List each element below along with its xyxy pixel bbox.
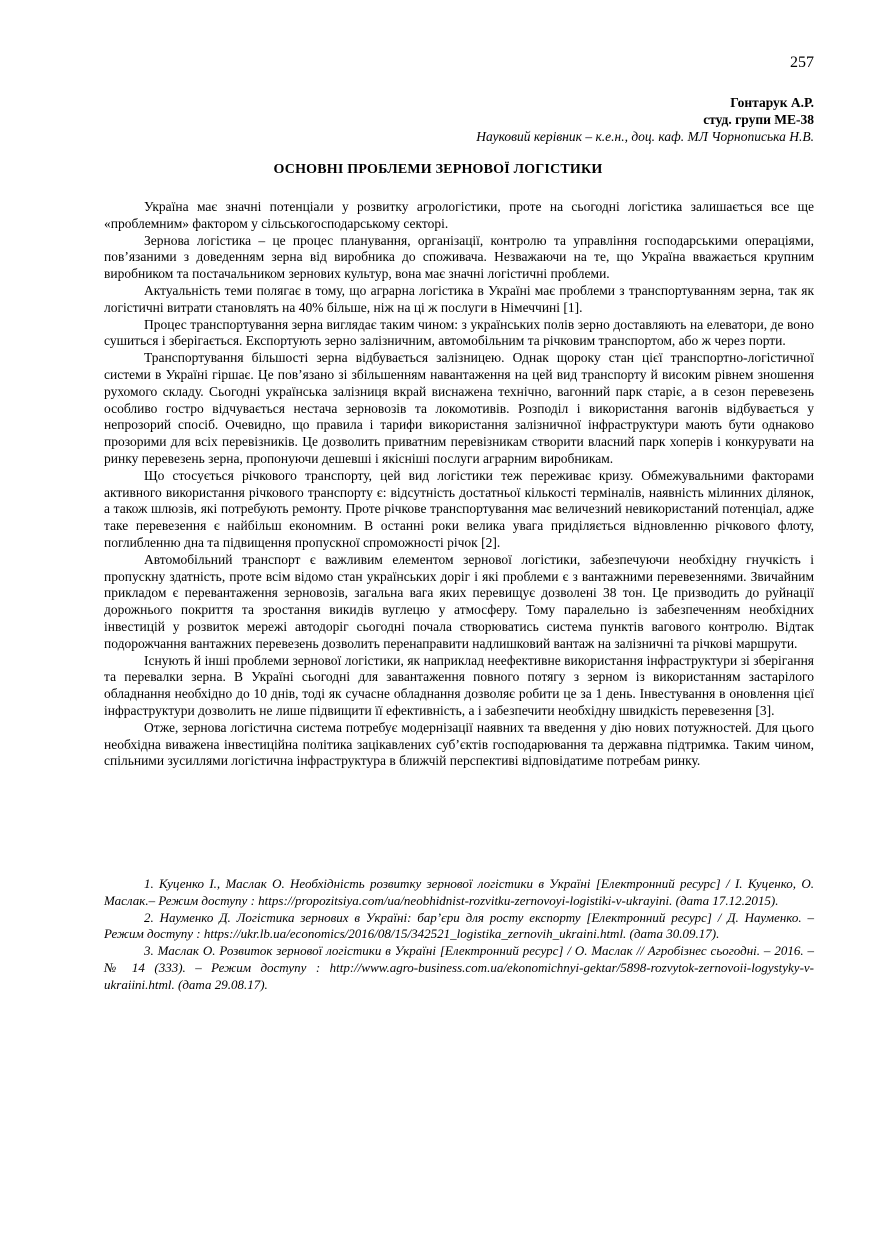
article-body: [104, 199, 814, 770]
references-list: [104, 876, 814, 994]
article-title: ОСНОВНІ ПРОБЛЕМИ ЗЕРНОВОЇ ЛОГІСТИКИ: [273, 162, 603, 177]
paragraph: Існують й інші проблеми зернової логістики, як наприклад неефективне використання інфраструктури зі зберігання та перевалки зерна. В Україні сьогодні для завантаження повного потягу з зерном із використанням застарілого обладнання необхідно до 10 днів, тоді як сучасне обладнання дозволяє робити це за 1 день. Інвестування в оновлення цієї інфраструктури дозволить не лише підвищити її ефективність, а і забезпечити необхідну швидкість перевезення [3].: [104, 652, 814, 718]
paragraph: Процес транспортування зерна виглядає таким чином: з українських полів зерно доставляють на елеватори, де воно сушиться і зберігається. Експортують зерно залізничним, автомобільним та річковим транспортом, або ж через порти.: [104, 316, 814, 349]
paragraph: Автомобільний транспорт є важливим елементом зернової логістики, забезпечуючи необхідну гнучкість і пропускну здатність, проте всім відомо стан українських доріг і які проблеми є з вантажними перевезеннями. Звичайним прикладом є перевантаження зерновозів, загальна вага яких перевищує дозволені 38 тон. Це призводить до руйнації дорожнього покриття та зростання викидів вуглецю у атмосферу. Тому паралельно із забезпеченням необхідних інвестицій у розвиток мережі автодоріг сьогодні почала створюватись система пунктів вагового контролю. Відтак подорожчання вантажних перевезень дозволить перенаправити надлишковий вантаж на залізничні та річкові маршрути.: [104, 551, 814, 651]
author-group: студ. групи МЕ-38: [703, 112, 814, 127]
paragraph: Що стосується річкового транспорту, цей вид логістики теж переживає кризу. Обмежувальними факторами активного використання річкового транспорту є: відсутність достатньої кількості терміналів, наявність мілинних ділянок, а також шлюзів, які потребують ремонту. Проте річкове транспортування має величезний невикористаний потенціал, адже таке перевезення є найбільш економним. В останні роки велика увага приділяється відновленню річкового флоту, поглибленню дна та підвищення пропускної спроможності річок [2].: [104, 467, 814, 550]
paragraph: Україна має значні потенціали у розвитку агрологістики, проте на сьогодні логістика залишається все ще «проблемним» фактором у сільськогосподарському секторі.: [104, 199, 814, 231]
author-name: Гонтарук А.Р.: [730, 95, 814, 110]
paragraph: Отже, зернова логістична система потребує модернізації наявних та введення у дію нових потужностей. Для цього необхідна виважена інвестиційна політика зацікавлених суб’єктів господарювання та державна підтримка. Таким чином, спільними зусиллями логістична інфраструктура в ближчій перспективі відповідатиме потребам ринку.: [104, 719, 814, 769]
paragraph: Транспортування більшості зерна відбувається залізницею. Однак щороку стан цієї транспортно-логістичної системи в Україні гіршає. Це пов’язано зі збільшенням навантаження на цей вид транспорту й високим рівнем зношення рухомого складу. Сьогодні українська залізниця вкрай виснажена технічно, вагонний парк старіє, а в сезон перевезень особливо гостро відчувається нестача зерновозів та локомотивів. Розподіл і використання вагонів відбувається у непрозорий спосіб. Очевидно, що правила і тарифи використання залізничної інфраструктури мають бути однаково прозорими для всіх перевізників. Це дозволить приватним перевізникам створити власний парк хоперів і конкурувати на ринку перевезень зерна, пропонуючи дешевші і якісніші послуги аграрним виробникам.: [104, 350, 814, 466]
reference-item: 3. Маслак О. Розвиток зернової логістики в Україні [Електронний ресурс] / О. Маслак // Агробізнес сьогодні. – 2016. – № 14 (333). – Режим доступу : http://www.agro-business.com.ua/ekonomichnyi-gektar/5898-rozvytok-zernovoii-logystyky-v-ukraiini.html. (дата 29.08.17).: [104, 943, 814, 992]
reference-item: 1. Куценко І., Маслак О. Необхідність розвитку зернової логістики в Україні [Електронний ресурс] / І. Куценко, О. Маслак.– Режим доступу : https://propozitsiya.com/ua/neobhidnist-rozvitku-zernovoyi-logistiki-v-ukrayini. (дата 17.12.2015).: [104, 876, 814, 908]
paragraph: Актуальність теми полягає в тому, що аграрна логістика в Україні має проблеми з транспортуванням зерна, так як логістичні витрати становлять на 40% більше, ніж на ці ж послуги в Німеччині [1].: [104, 282, 814, 315]
paragraph: Зернова логістика – це процес планування, організації, контролю та управління господарськими операціями, пов’язаними з доведенням зерна від виробника до споживача. Незважаючи на те, що Україна вважається крупним виробником та постачальником зернових культур, вона має значні логістичні проблеми.: [104, 232, 814, 282]
author-block: [476, 94, 814, 145]
page-number: 257: [790, 54, 814, 71]
reference-item: 2. Науменко Д. Логістика зернових в Україні: бар’єри для росту експорту [Електронний ресурс] / Д. Науменко. – Режим доступу : https://ukr.lb.ua/economics/2016/08/15/342521_logistika_zernovih_ukraini.html. (дата 30.09.17).: [104, 909, 814, 942]
scientific-advisor: Науковий керівник – к.е.н., доц. каф. МЛ Чорнописька Н.В.: [476, 129, 814, 144]
